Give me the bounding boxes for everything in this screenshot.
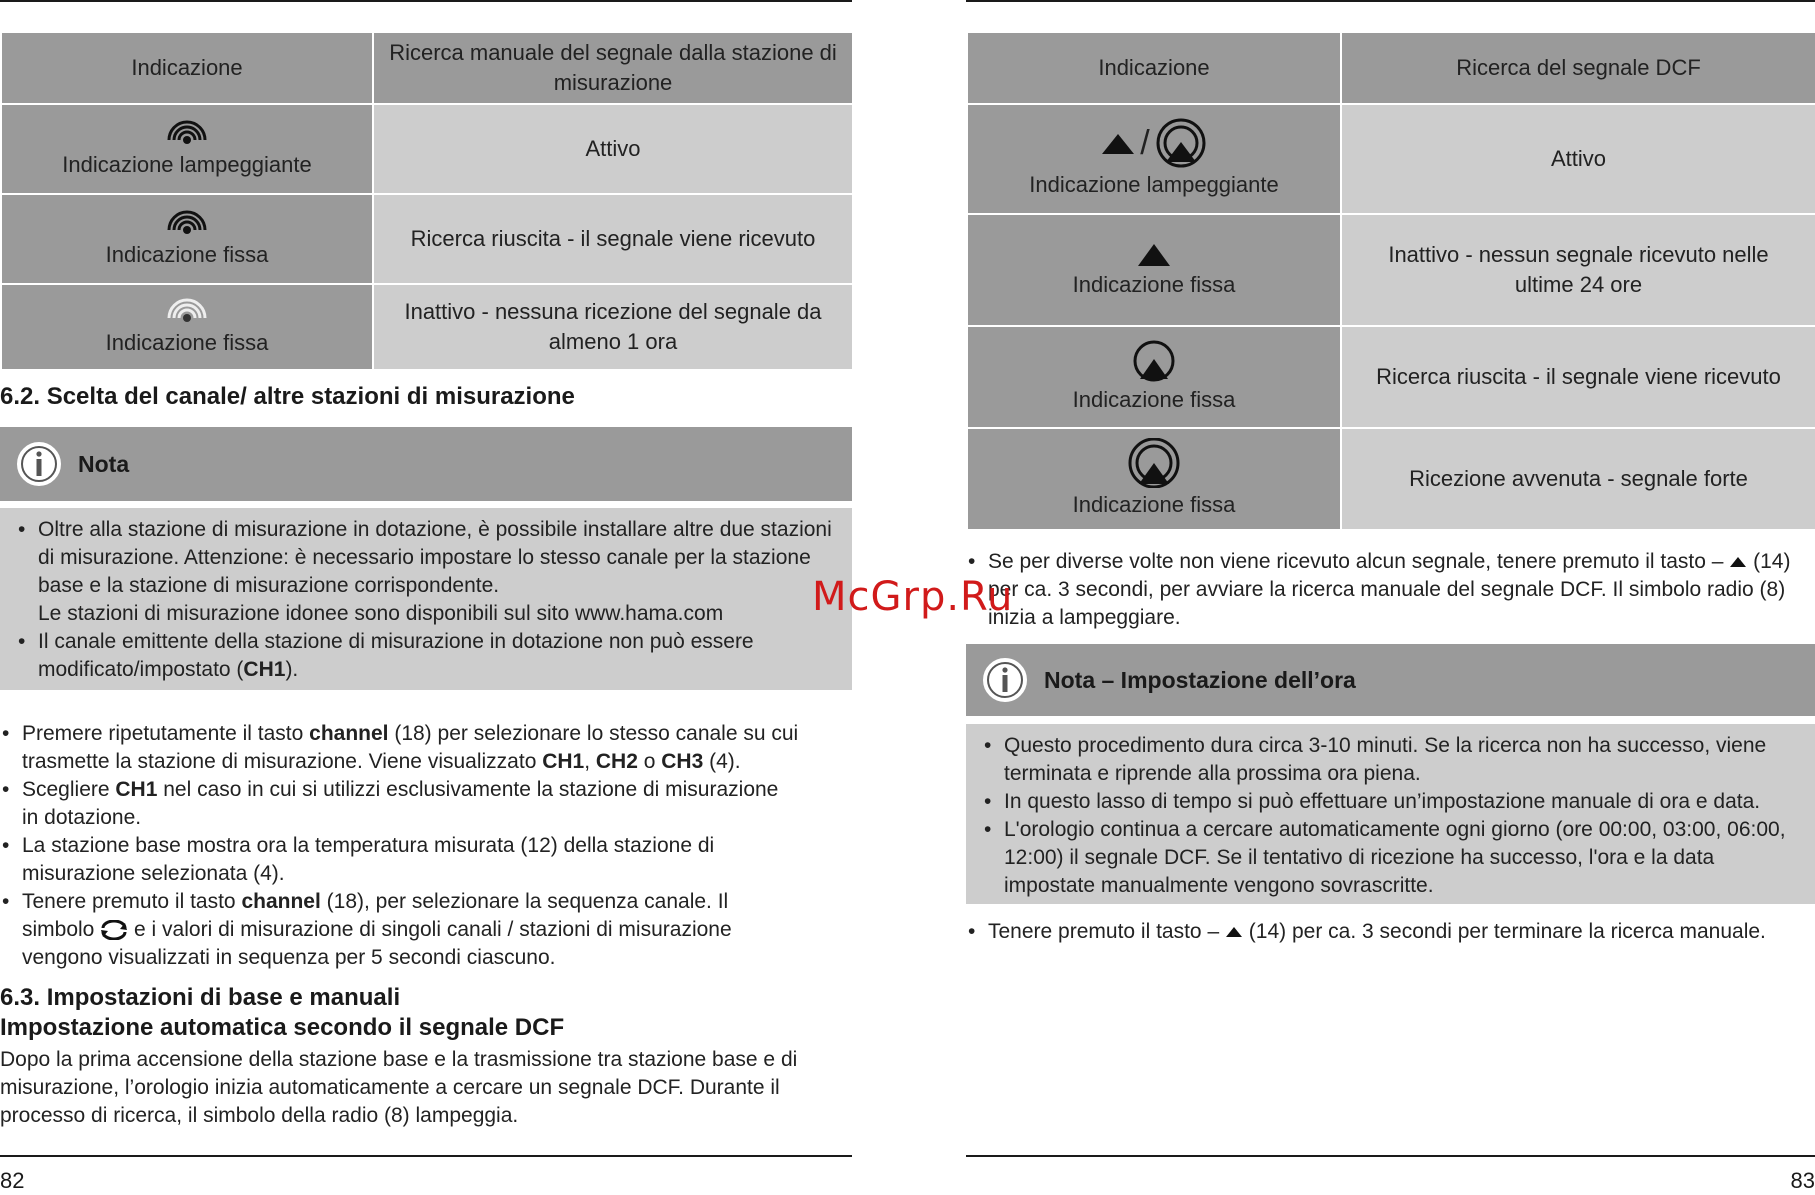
tower-triangle-icon	[1134, 240, 1174, 268]
tower-triangle-icon	[1100, 130, 1136, 156]
radio-signal-table	[0, 31, 854, 371]
meaning-cell: Inattivo - nessuna ricezione del segnale da almeno 1 ora	[373, 284, 853, 370]
table-header-cell: Indicazione	[1, 32, 373, 104]
channel-cycle-icon	[100, 920, 128, 940]
bottom-rule	[966, 1155, 1815, 1157]
note-title: Nota – Impostazione dell’ora	[1044, 666, 1356, 693]
indication-cell	[967, 104, 1341, 214]
meaning-cell: Ricerca riuscita - il segnale viene ricevuto	[1341, 326, 1815, 428]
up-triangle-icon	[1729, 556, 1747, 568]
note-header	[966, 644, 1815, 716]
info-icon	[16, 441, 62, 487]
table-row	[1, 104, 853, 194]
table-row	[967, 326, 1815, 428]
section-heading-6-2: 6.2. Scelta del canale/ altre stazioni di misurazione	[0, 383, 575, 410]
subsection-heading: Impostazione automatica secondo il segnale DCF	[0, 1014, 565, 1041]
dcf-signal-table	[966, 31, 1815, 531]
slash-separator: /	[1140, 124, 1150, 162]
note-header	[0, 427, 852, 501]
note-body	[966, 724, 1815, 904]
section-heading-6-3: 6.3. Impostazioni di base e manuali	[0, 984, 401, 1011]
table-header-cell: Ricerca del segnale DCF	[1341, 32, 1815, 104]
list-item: • Scegliere CH1 nel caso in cui si utilizzi esclusivamente la stazione di misurazione in dotazione.	[0, 776, 800, 832]
top-rule	[966, 0, 1815, 2]
manual-stop-list	[966, 918, 1806, 946]
indication-cell	[1, 194, 373, 284]
indication-label: Indicazione fissa	[1072, 272, 1236, 297]
list-item: • La stazione base mostra ora la temperatura misurata (12) della stazione di misurazione selezionata (4).	[0, 832, 800, 888]
list-item: • Premere ripetutamente il tasto channel (18) per selezionare lo stesso canale su cui trasmette la stazione di misurazione. Viene visualizzato CH1, CH2 o CH3 (4).	[0, 720, 800, 776]
page-number: 83	[1790, 1168, 1815, 1193]
radio-waves-inactive-icon	[167, 296, 207, 326]
table-header-row	[1, 32, 853, 104]
meaning-cell: Ricerca riuscita - il segnale viene ricevuto	[373, 194, 853, 284]
page-right	[966, 0, 1815, 1195]
table-row	[1, 194, 853, 284]
list-item: • Tenere premuto il tasto – (14) per ca. 3 secondi per terminare la ricerca manuale.	[966, 918, 1806, 946]
note-title: Nota	[78, 450, 130, 477]
indication-label: Indicazione fissa	[105, 242, 269, 267]
watermark: McGrp.Ru	[812, 574, 1014, 620]
meaning-cell: Attivo	[373, 104, 853, 194]
table-row	[967, 104, 1815, 214]
indication-label: Indicazione lampeggiante	[1029, 172, 1279, 197]
list-item: • Se per diverse volte non viene ricevuto alcun segnale, tenere premuto il tasto – (14) per ca. 3 secondi, per avviare la ricerca manuale del segnale DCF. Il simbolo radio (8) inizia a lampeggiare.	[966, 548, 1806, 632]
radio-waves-blinking-icon	[167, 118, 207, 148]
table-row	[1, 284, 853, 370]
note-item: • Oltre alla stazione di misurazione in dotazione, è possibile installare altre due stazioni di misurazione. Attenzione: è necessario impostare lo stesso canale per la stazione base e la stazione di misurazione corrispondente. Le stazioni di misurazione idonee sono disponibili sul sito www.hama.com	[16, 516, 836, 628]
table-row	[967, 214, 1815, 326]
indication-cell	[967, 326, 1341, 428]
page-number: 82	[0, 1168, 25, 1193]
radio-waves-fixed-icon	[167, 208, 207, 238]
meaning-cell: Inattivo - nessun segnale ricevuto nelle ultime 24 ore	[1341, 214, 1815, 326]
tower-wave-icon	[1131, 339, 1177, 383]
tower-waves-strong-icon	[1126, 438, 1182, 488]
note-item: • Il canale emittente della stazione di misurazione in dotazione non può essere modificato/impostato (CH1).	[16, 628, 836, 684]
indication-cell	[1, 284, 373, 370]
meaning-cell: Attivo	[1341, 104, 1815, 214]
bottom-rule	[0, 1155, 852, 1157]
dcf-paragraph: Dopo la prima accensione della stazione base e la trasmissione tra stazione base e di misurazione, l’orologio inizia automaticamente a cercare un segnale DCF. Durante il processo di ricerca, il simbolo della radio (8) lampeggia.	[0, 1048, 798, 1127]
tower-waves-strong-icon	[1154, 118, 1208, 168]
up-triangle-icon	[1225, 926, 1243, 938]
list-item: • Tenere premuto il tasto channel (18), per selezionare la sequenza canale. Il simbolo e i valori di misurazione di singoli canali / stazioni di misurazione vengono visualizzati in sequenza per 5 secondi ciascuno.	[0, 888, 800, 972]
table-header-cell: Indicazione	[967, 32, 1341, 104]
info-icon	[982, 657, 1028, 703]
note-item: • L'orologio continua a cercare automaticamente ogni giorno (ore 00:00, 03:00, 06:00, 12:00) il segnale DCF. Se il tentativo di ricezione ha successo, l'ora e la data impostate manualmente vengono sovrascritte.	[982, 816, 1799, 900]
dcf-instructions-list	[966, 548, 1806, 632]
note-item: • In questo lasso di tempo si può effettuare un’impostazione manuale di ora e data.	[982, 788, 1799, 816]
indication-cell	[1, 104, 373, 194]
table-row	[967, 428, 1815, 530]
channel-instructions-list	[0, 720, 800, 972]
meaning-cell: Ricezione avvenuta - segnale forte	[1341, 428, 1815, 530]
note-body	[0, 508, 852, 690]
table-header-row	[967, 32, 1815, 104]
indication-cell	[967, 428, 1341, 530]
note-item: • Questo procedimento dura circa 3-10 minuti. Se la ricerca non ha successo, viene terminata e riprende alla prossima ora piena.	[982, 732, 1799, 788]
indication-label: Indicazione fissa	[1072, 492, 1236, 517]
indication-cell	[967, 214, 1341, 326]
top-rule	[0, 0, 852, 2]
page-left	[0, 0, 852, 1195]
indication-label: Indicazione lampeggiante	[62, 152, 312, 177]
table-header-cell: Ricerca manuale del segnale dalla stazione di misurazione	[373, 32, 853, 104]
indication-label: Indicazione fissa	[1072, 387, 1236, 412]
indication-label: Indicazione fissa	[105, 330, 269, 355]
